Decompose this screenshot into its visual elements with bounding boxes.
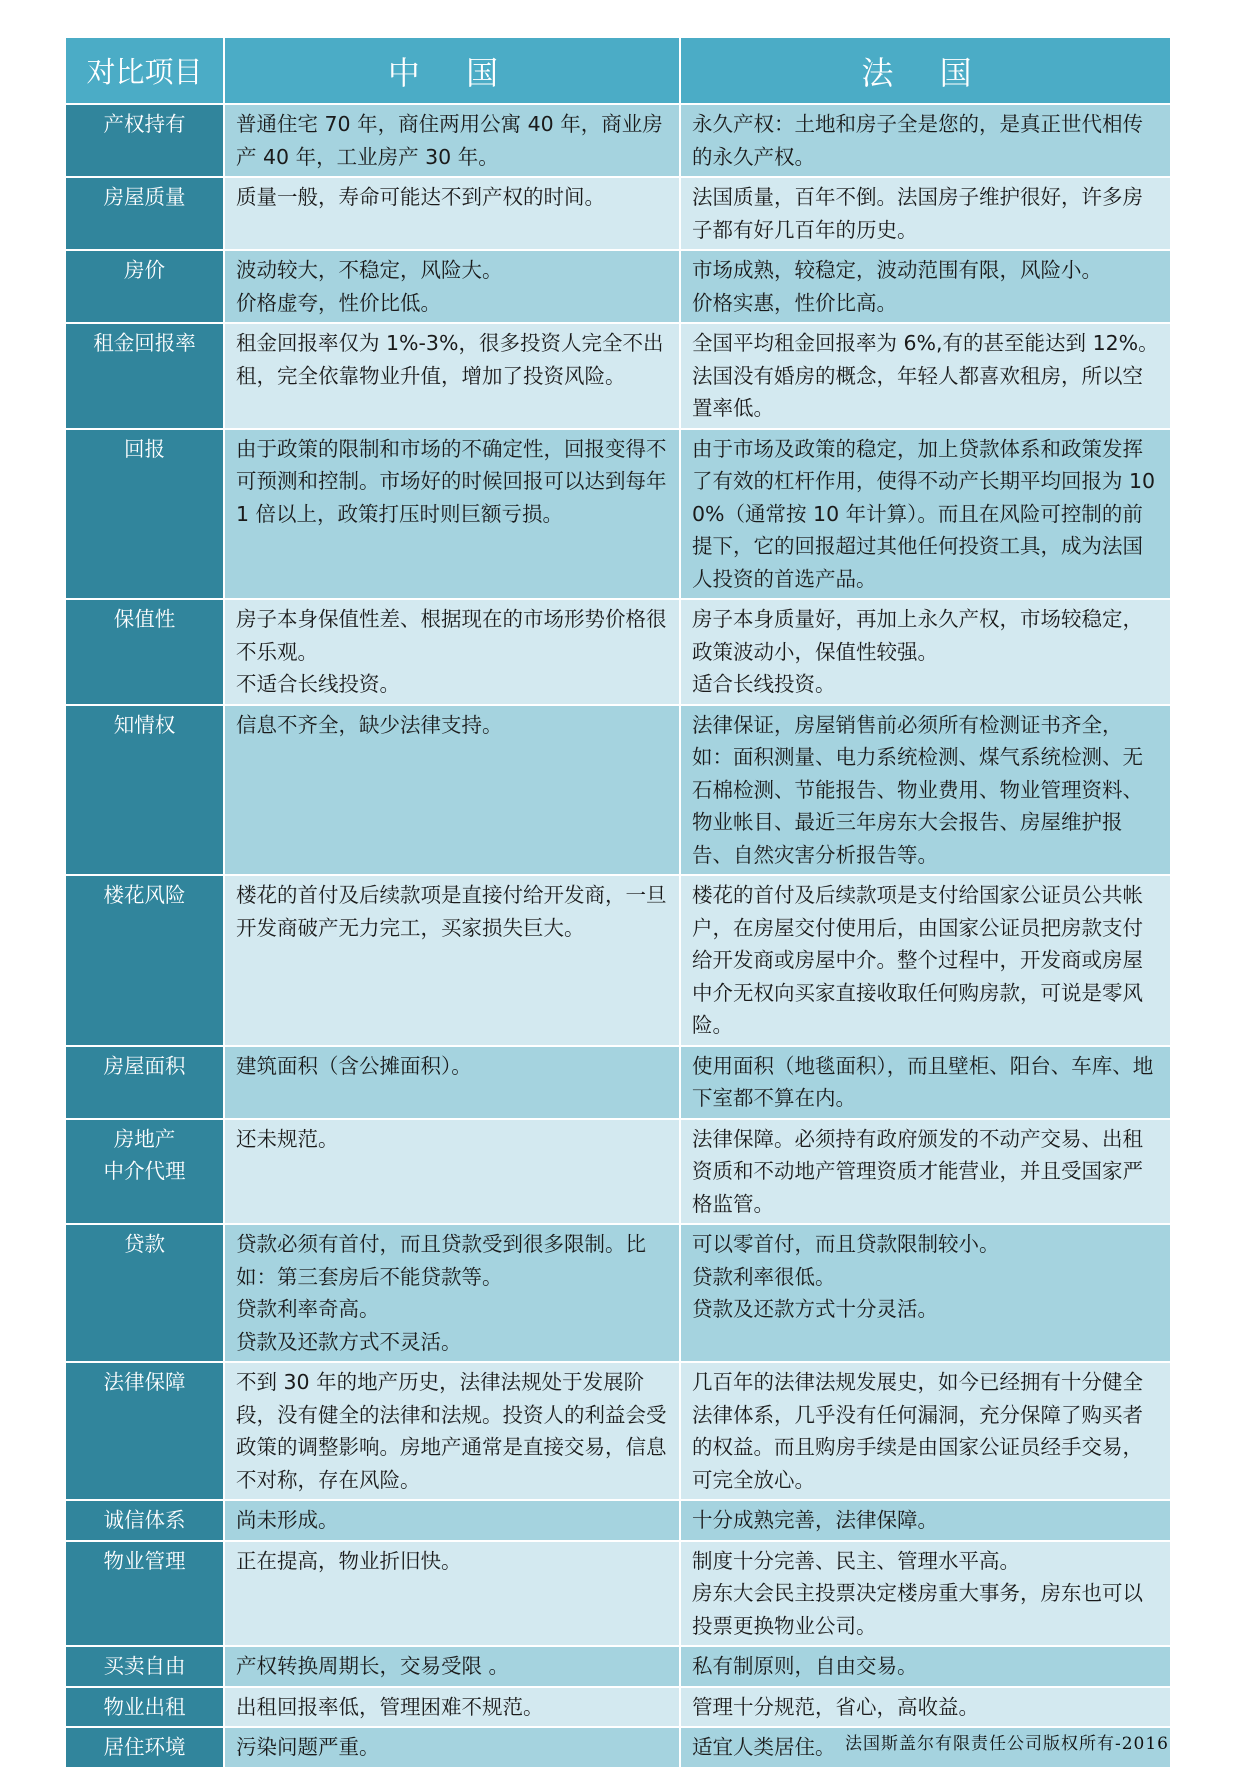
row-label: 产权持有 xyxy=(65,104,224,177)
row-label: 租金回报率 xyxy=(65,323,224,429)
france-cell: 使用面积（地毯面积），而且壁柜、阳台、车库、地下室都不算在内。 xyxy=(680,1046,1171,1119)
china-cell: 贷款必须有首付，而且贷款受到很多限制。比如：第三套房后不能贷款等。 贷款利率奇高。 贷款及还款方式不灵活。 xyxy=(224,1224,680,1362)
france-cell: 楼花的首付及后续款项是支付给国家公证员公共帐户，在房屋交付使用后，由国家公证员把房款支付给开发商或房屋中介。整个过程中，开发商或房屋中介无权向买家直接收取任何购房款，可说是零风险。 xyxy=(680,875,1171,1046)
table-row xyxy=(65,250,1171,323)
row-label: 房地产 中介代理 xyxy=(65,1119,224,1225)
france-cell: 几百年的法律法规发展史，如今已经拥有十分健全法律体系，几乎没有任何漏洞，充分保障了购买者的权益。而且购房手续是由国家公证员经手交易，可完全放心。 xyxy=(680,1362,1171,1500)
table-row xyxy=(65,1362,1171,1500)
row-label: 保值性 xyxy=(65,599,224,705)
france-cell: 全国平均租金回报率为 6%,有的甚至能达到 12%。法国没有婚房的概念，年轻人都喜欢租房，所以空置率低。 xyxy=(680,323,1171,429)
france-cell: 法律保障。必须持有政府颁发的不动产交易、出租资质和不动地产管理资质才能营业，并且受国家严格监管。 xyxy=(680,1119,1171,1225)
table-row xyxy=(65,1224,1171,1362)
france-cell: 私有制原则，自由交易。 xyxy=(680,1646,1171,1687)
france-cell: 适宜人类居住。 xyxy=(680,1727,1171,1768)
china-cell: 房子本身保值性差、根据现在的市场形势价格很不乐观。 不适合长线投资。 xyxy=(224,599,680,705)
france-cell: 法国质量，百年不倒。法国房子维护很好，许多房子都有好几百年的历史。 xyxy=(680,177,1171,250)
row-label: 房价 xyxy=(65,250,224,323)
table-row xyxy=(65,1046,1171,1119)
table-row xyxy=(65,705,1171,876)
china-cell: 质量一般，寿命可能达不到产权的时间。 xyxy=(224,177,680,250)
table-row xyxy=(65,599,1171,705)
table-row xyxy=(65,875,1171,1046)
row-label: 物业管理 xyxy=(65,1541,224,1647)
china-cell: 污染问题严重。 xyxy=(224,1727,680,1768)
china-cell: 楼花的首付及后续款项是直接付给开发商，一旦开发商破产无力完工，买家损失巨大。 xyxy=(224,875,680,1046)
table-header-row xyxy=(65,37,1171,104)
table-row xyxy=(65,1500,1171,1541)
row-label: 回报 xyxy=(65,429,224,600)
china-cell: 产权转换周期长，交易受限 。 xyxy=(224,1646,680,1687)
france-cell: 房子本身质量好，再加上永久产权，市场较稳定，政策波动小，保值性较强。 适合长线投资。 xyxy=(680,599,1171,705)
china-cell: 信息不齐全，缺少法律支持。 xyxy=(224,705,680,876)
france-cell: 制度十分完善、民主、管理水平高。 房东大会民主投票决定楼房重大事务，房东也可以投票更换物业公司。 xyxy=(680,1541,1171,1647)
row-label: 诚信体系 xyxy=(65,1500,224,1541)
china-cell: 波动较大，不稳定，风险大。 价格虚夸，性价比低。 xyxy=(224,250,680,323)
france-cell: 永久产权：土地和房子全是您的，是真正世代相传的永久产权。 xyxy=(680,104,1171,177)
row-label: 物业出租 xyxy=(65,1687,224,1728)
table-row xyxy=(65,1541,1171,1647)
china-cell: 正在提高，物业折旧快。 xyxy=(224,1541,680,1647)
china-cell: 建筑面积（含公摊面积）。 xyxy=(224,1046,680,1119)
row-label: 贷款 xyxy=(65,1224,224,1362)
france-cell: 法律保证，房屋销售前必须所有检测证书齐全，如：面积测量、电力系统检测、煤气系统检测、无石棉检测、节能报告、物业费用、物业管理资料、物业帐目、最近三年房东大会报告、房屋维护报告、自然灾害分析报告等。 xyxy=(680,705,1171,876)
header-compare-item: 对比项目 xyxy=(65,37,224,104)
china-cell: 由于政策的限制和市场的不确定性，回报变得不可预测和控制。市场好的时候回报可以达到每年 1 倍以上，政策打压时则巨额亏损。 xyxy=(224,429,680,600)
france-cell: 管理十分规范，省心，高收益。 xyxy=(680,1687,1171,1728)
row-label: 房屋质量 xyxy=(65,177,224,250)
row-label: 居住环境 xyxy=(65,1727,224,1768)
china-cell: 尚未形成。 xyxy=(224,1500,680,1541)
row-label: 法律保障 xyxy=(65,1362,224,1500)
header-france: 法 国 xyxy=(680,37,1171,104)
header-china: 中 国 xyxy=(224,37,680,104)
china-cell: 还未规范。 xyxy=(224,1119,680,1225)
china-cell: 租金回报率仅为 1%-3%，很多投资人完全不出租，完全依靠物业升值，增加了投资风险。 xyxy=(224,323,680,429)
row-label: 知情权 xyxy=(65,705,224,876)
france-cell: 十分成熟完善，法律保障。 xyxy=(680,1500,1171,1541)
france-cell: 可以零首付，而且贷款限制较小。 贷款利率很低。 贷款及还款方式十分灵活。 xyxy=(680,1224,1171,1362)
table-row xyxy=(65,104,1171,177)
row-label: 房屋面积 xyxy=(65,1046,224,1119)
table-row xyxy=(65,1119,1171,1225)
table-row xyxy=(65,429,1171,600)
row-label: 楼花风险 xyxy=(65,875,224,1046)
table-row xyxy=(65,1687,1171,1728)
copyright-footer: 法国斯盖尔有限责任公司版权所有-2016 xyxy=(844,1734,1169,1754)
china-cell: 不到 30 年的地产历史，法律法规处于发展阶段，没有健全的法律和法规。投资人的利益会受政策的调整影响。房地产通常是直接交易，信息不对称，存在风险。 xyxy=(224,1362,680,1500)
china-cell: 出租回报率低，管理困难不规范。 xyxy=(224,1687,680,1728)
china-cell: 普通住宅 70 年，商住两用公寓 40 年，商业房产 40 年，工业房产 30 年。 xyxy=(224,104,680,177)
france-cell: 市场成熟，较稳定，波动范围有限，风险小。 价格实惠，性价比高。 xyxy=(680,250,1171,323)
comparison-table xyxy=(64,36,1172,1769)
table-row xyxy=(65,177,1171,250)
table-row xyxy=(65,1646,1171,1687)
row-label: 买卖自由 xyxy=(65,1646,224,1687)
table-row xyxy=(65,323,1171,429)
france-cell: 由于市场及政策的稳定，加上贷款体系和政策发挥了有效的杠杆作用，使得不动产长期平均回报为 100%（通常按 10 年计算）。而且在风险可控制的前提下，它的回报超过其他任何投资工具，成为法国人投资的首选产品。 xyxy=(680,429,1171,600)
